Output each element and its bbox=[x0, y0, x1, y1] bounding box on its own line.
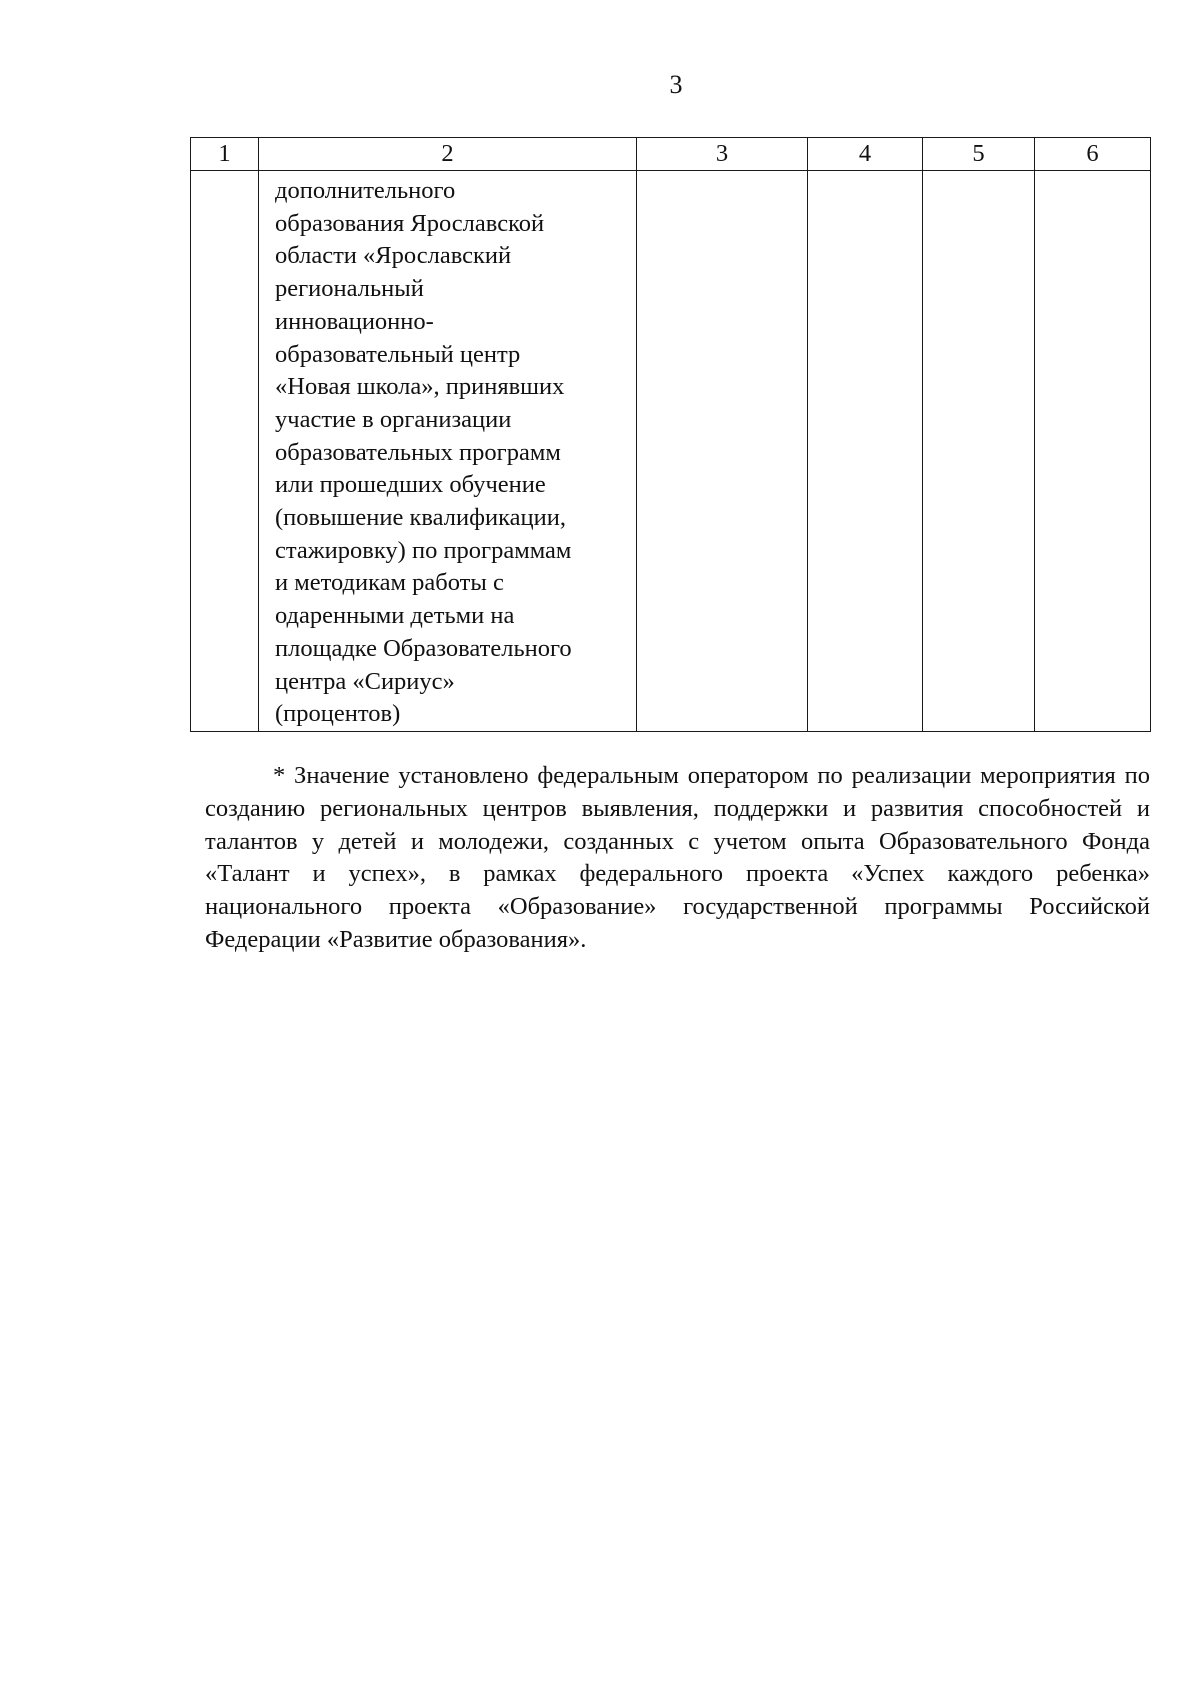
column-header: 5 bbox=[923, 138, 1035, 171]
table-cell-value bbox=[808, 171, 923, 732]
footnote: * Значение установлено федеральным оператором по реализации мероприятия по созданию региональных центров выявления, поддержки и развития способностей и талантов у детей и молодежи, созданных с учетом опыта Образовательного Фонда «Талант и успех», в рамках федерального проекта «Успех каждого ребенка» национального проекта «Образование» государственной программы Российской Федерации «Развитие образования». bbox=[205, 762, 1150, 953]
column-header: 1 bbox=[191, 138, 259, 171]
column-header: 4 bbox=[808, 138, 923, 171]
indicator-text: дополнительного образования Ярославской области «Ярославский региональный инновационно- образовательный центр «Новая школа», принявших участие в организации образовательных программ или прошедших обучение (повышение квалификации, стажировку) по программам и методикам работы с одаренными детьми на площадке Образовательного центра «Сириус» (процентов) bbox=[275, 177, 572, 728]
table-cell-indicator bbox=[259, 171, 637, 732]
page-number bbox=[0, 70, 1200, 100]
page-number-text: 3 bbox=[669, 70, 683, 99]
table-cell-value bbox=[1035, 171, 1151, 732]
indicator-table bbox=[190, 137, 1151, 732]
table-cell-value bbox=[923, 171, 1035, 732]
table-row bbox=[191, 171, 1151, 732]
column-header: 2 bbox=[259, 138, 637, 171]
table-cell-number bbox=[191, 171, 259, 732]
table-header-row bbox=[191, 138, 1151, 171]
column-header: 3 bbox=[637, 138, 808, 171]
column-header: 6 bbox=[1035, 138, 1151, 171]
table-cell-value bbox=[637, 171, 808, 732]
